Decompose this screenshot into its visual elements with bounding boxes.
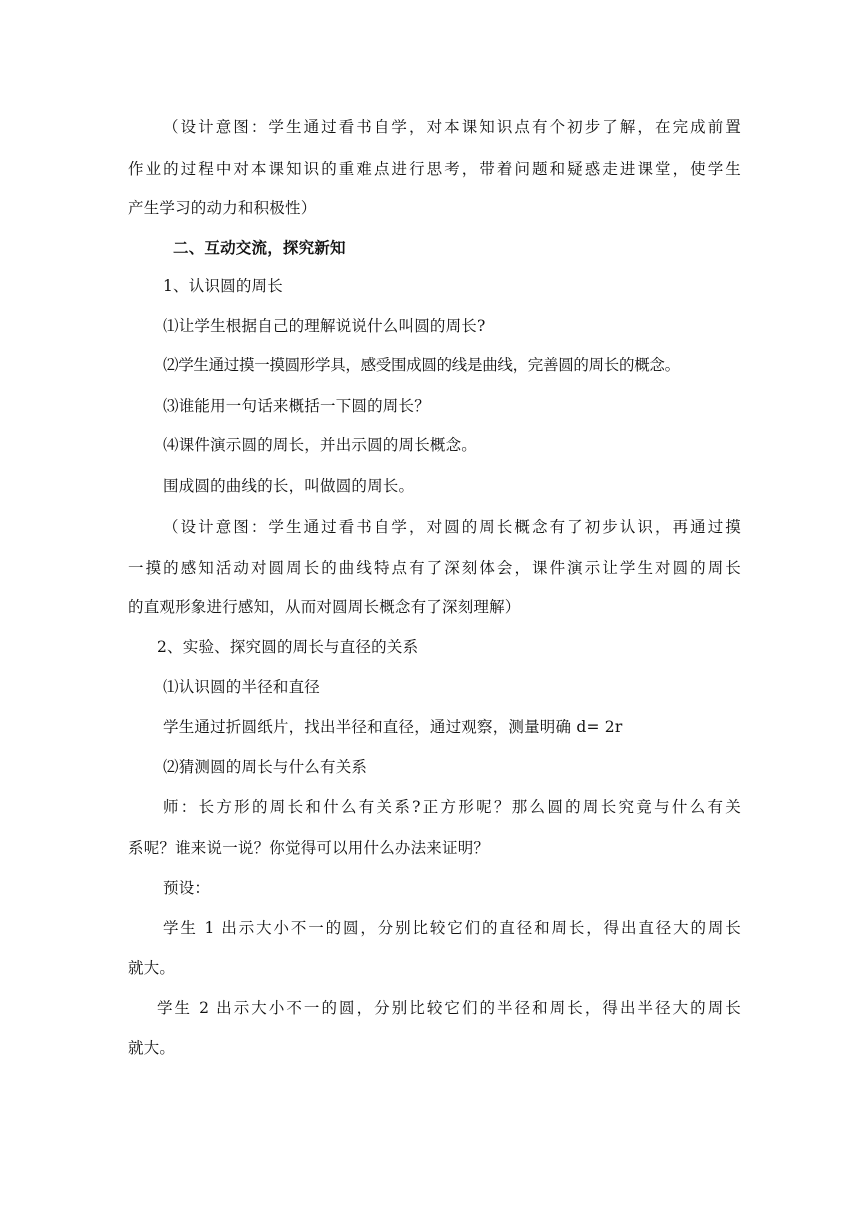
step-2-1: ⑴认识圆的半径和直径 (163, 678, 321, 696)
design-intent-2-line-3: 的直观形象进行感知，从而对圆周长概念有了深刻理解） (128, 598, 521, 616)
step-1-1: ⑴让学生根据自己的理解说说什么叫圆的周长? (163, 317, 486, 335)
circumference-definition: 围成圆的曲线的长，叫做圆的周长。 (163, 477, 415, 495)
step-1-3: ⑶谁能用一句话来概括一下圆的周长？ (163, 397, 430, 415)
step-1-4: ⑷课件演示圆的周长，并出示圆的周长概念。 (163, 436, 478, 454)
student-1-line-1: 学生 1 出示大小不一的圆，分别比较它们的直径和周长，得出直径大的周长 (163, 919, 741, 937)
teacher-question-line-2: 系呢？谁来说一说？你觉得可以用什么办法来证明？ (128, 839, 490, 857)
radius-diameter-text: 学生通过折圆纸片，找出半径和直径，通过观察，测量明确 d= 2r (163, 718, 623, 736)
student-2-line-2: 就大。 (128, 1039, 176, 1057)
design-intent-2-line-2: 一摸的感知活动对圆周长的曲线特点有了深刻体会，课件演示让学生对圆的周长 (128, 559, 741, 577)
subsection-2-heading: 2、实验、探究圆的周长与直径的关系 (157, 638, 419, 656)
student-2-line-1: 学生 2 出示大小不一的圆，分别比较它们的半径和周长，得出半径大的周长 (157, 999, 741, 1017)
design-intent-1-line-2: 作业的过程中对本课知识的重难点进行思考，带着问题和疑惑走进课堂，使学生 (128, 160, 741, 178)
design-intent-2-line-1: （设计意图：学生通过看书自学，对圆的周长概念有了初步认识，再通过摸 (163, 518, 741, 536)
subsection-1-heading: 1、认识圆的周长 (163, 277, 283, 295)
step-2-2: ⑵猜测圆的周长与什么有关系 (163, 758, 368, 776)
teacher-question-line-1: 师：长方形的周长和什么有关系?正方形呢？那么圆的周长究竟与什么有关 (163, 798, 741, 816)
design-intent-1-line-1: （设计意图：学生通过看书自学，对本课知识点有个初步了解，在完成前置 (163, 118, 741, 136)
student-1-line-2: 就大。 (128, 959, 176, 977)
preset-label: 预设： (163, 879, 211, 897)
design-intent-1-line-3: 产生学习的动力和积极性） (128, 199, 317, 217)
section-heading: 二、互动交流，探究新知 (173, 238, 346, 257)
step-1-2: ⑵学生通过摸一摸圆形学具，感受围成圆的线是曲线，完善圆的周长的概念。 (163, 356, 680, 374)
